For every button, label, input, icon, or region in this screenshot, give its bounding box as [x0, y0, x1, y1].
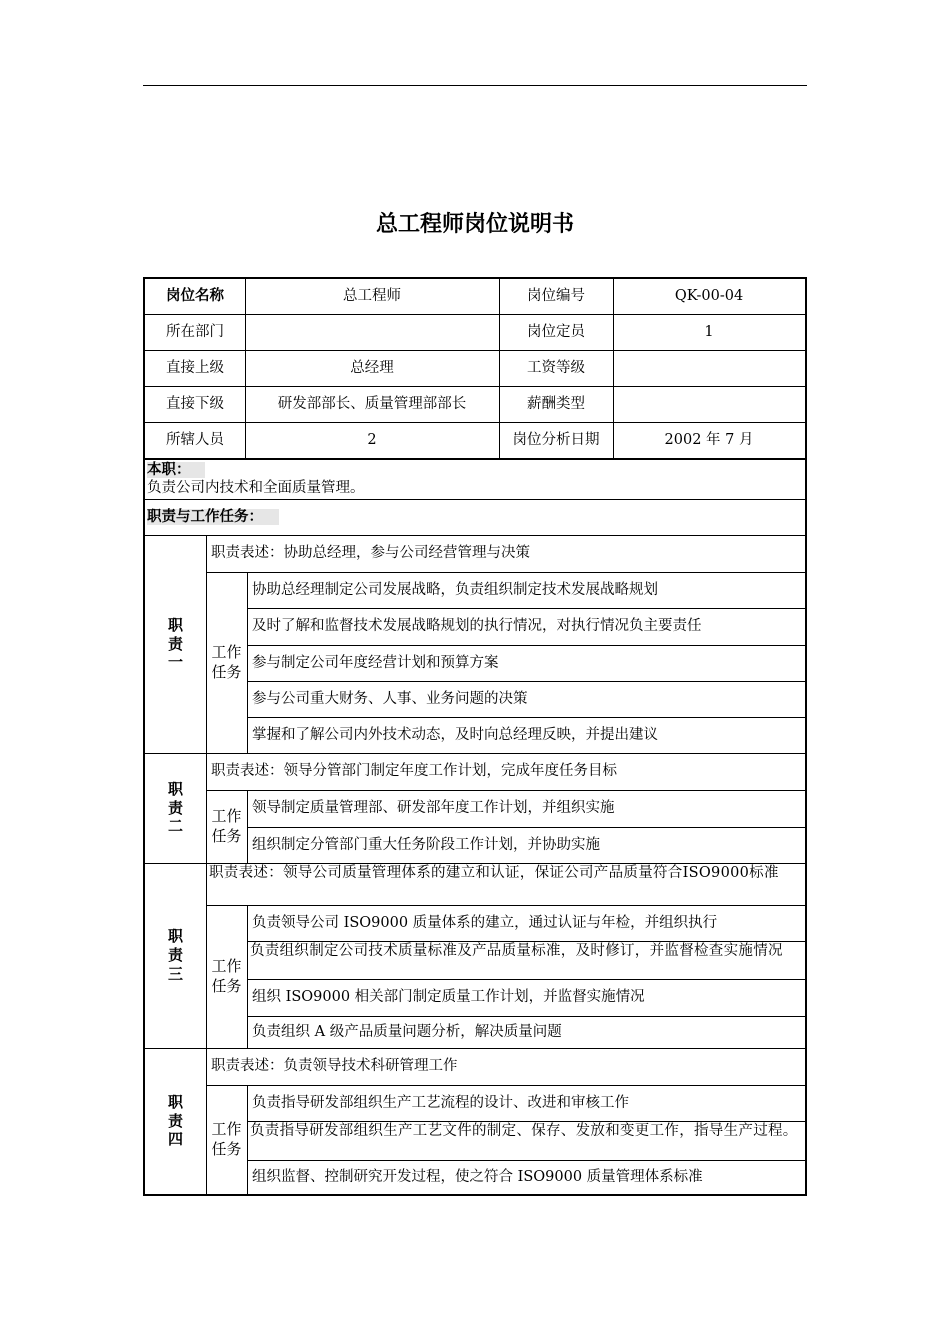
duty-3-label: 职 责 三 — [167, 927, 183, 983]
duty-3-task-4: 负责组织 A 级产品质量问题分析，解决质量问题 — [252, 1023, 562, 1040]
value-direct-superior: 总经理 — [350, 359, 394, 376]
label-staff-count: 所辖人员 — [166, 431, 224, 448]
page-title: 总工程师岗位说明书 — [375, 212, 574, 237]
value-headcount: 1 — [704, 323, 714, 340]
value-staff-count: 2 — [367, 431, 377, 448]
value-position-code: QK-00-04 — [674, 288, 744, 305]
duty-4-task-2: 负责指导研发部组织生产工艺文件的制定、保存、发放和变更工作，指导生产过程。 — [250, 1123, 798, 1139]
duty-3-statement: 职责表述：领导公司质量管理体系的建立和认证，保证公司产品质量符合ISO9000标准 — [209, 865, 779, 881]
label-direct-subordinates: 直接下级 — [166, 395, 224, 412]
duties-header: 职责与工作任务： — [147, 499, 803, 535]
label-headcount: 岗位定员 — [527, 323, 585, 340]
duty-4-task-label: 工作 任务 — [211, 1120, 242, 1158]
duty-2-task-label: 工作 任务 — [211, 807, 242, 845]
label-position-name: 岗位名称 — [166, 288, 224, 305]
duty-1-task-1: 协助总经理制定公司发展战略，负责组织制定技术发展战略规划 — [252, 581, 658, 598]
duty-1-label: 职 责 一 — [167, 615, 183, 672]
value-department — [245, 314, 499, 350]
duty-4-task-3: 组织监督、控制研究开发过程，使之符合 ISO9000 质量管理体系标准 — [252, 1168, 703, 1185]
duty-1-task-2: 及时了解和监督技术发展战略规划的执行情况，对执行情况负主要责任 — [252, 618, 702, 635]
value-salary-grade — [613, 350, 805, 386]
label-pay-type: 薪酬类型 — [527, 395, 585, 412]
label-position-code: 岗位编号 — [527, 288, 585, 305]
duty-2-task-1: 领导制定质量管理部、研发部年度工作计划，并组织实施 — [252, 800, 615, 817]
duty-2-label: 职 责 二 — [167, 779, 183, 836]
duty-1-task-label: 工作 任务 — [211, 643, 242, 681]
value-position-name: 总工程师 — [343, 288, 401, 305]
duty-3-task-1: 负责领导公司 ISO9000 质量体系的建立，通过认证与年检，并组织执行 — [252, 914, 718, 931]
duty-1-task-3: 参与制定公司年度经营计划和预算方案 — [252, 654, 499, 671]
job-description-table — [143, 277, 807, 1196]
duty-1-statement: 职责表述：协助总经理，参与公司经营管理与决策 — [211, 545, 530, 562]
header-rule — [143, 85, 807, 86]
duty-2-statement: 职责表述：领导分管部门制定年度工作计划，完成年度任务目标 — [211, 763, 617, 780]
duty-4-statement: 职责表述：负责领导技术科研管理工作 — [211, 1058, 458, 1075]
label-analysis-date: 岗位分析日期 — [512, 431, 600, 448]
label-salary-grade: 工资等级 — [527, 359, 585, 376]
label-department: 所在部门 — [166, 323, 224, 340]
duty-4-label: 职 责 四 — [167, 1092, 183, 1149]
value-analysis-date: 2002 年 7 月 — [664, 431, 754, 448]
duty-3-task-2: 负责组织制定公司技术质量标准及产品质量标准，及时修订，并监督检查实施情况 — [250, 943, 783, 959]
label-direct-superior: 直接上级 — [166, 359, 224, 376]
basic-duty-section — [147, 461, 803, 499]
duty-1-task-5: 掌握和了解公司内外技术动态，及时向总经理反映，并提出建议 — [252, 726, 658, 743]
basic-duty-text: 负责公司内技术和全面质量管理。 — [147, 480, 365, 496]
value-direct-subordinates: 研发部部长、质量管理部部长 — [277, 395, 467, 412]
value-pay-type — [613, 386, 805, 422]
basic-duty-label: 本职： — [147, 462, 205, 478]
duty-3-task-3: 组织 ISO9000 相关部门制定质量工作计划，并监督实施情况 — [252, 989, 645, 1006]
duty-1-task-4: 参与公司重大财务、人事、业务问题的决策 — [252, 690, 528, 707]
duty-3-task-label: 工作 任务 — [211, 957, 242, 995]
duty-4-task-1: 负责指导研发部组织生产工艺流程的设计、改进和审核工作 — [252, 1094, 629, 1111]
duty-2-task-2: 组织制定分管部门重大任务阶段工作计划，并协助实施 — [252, 836, 600, 853]
